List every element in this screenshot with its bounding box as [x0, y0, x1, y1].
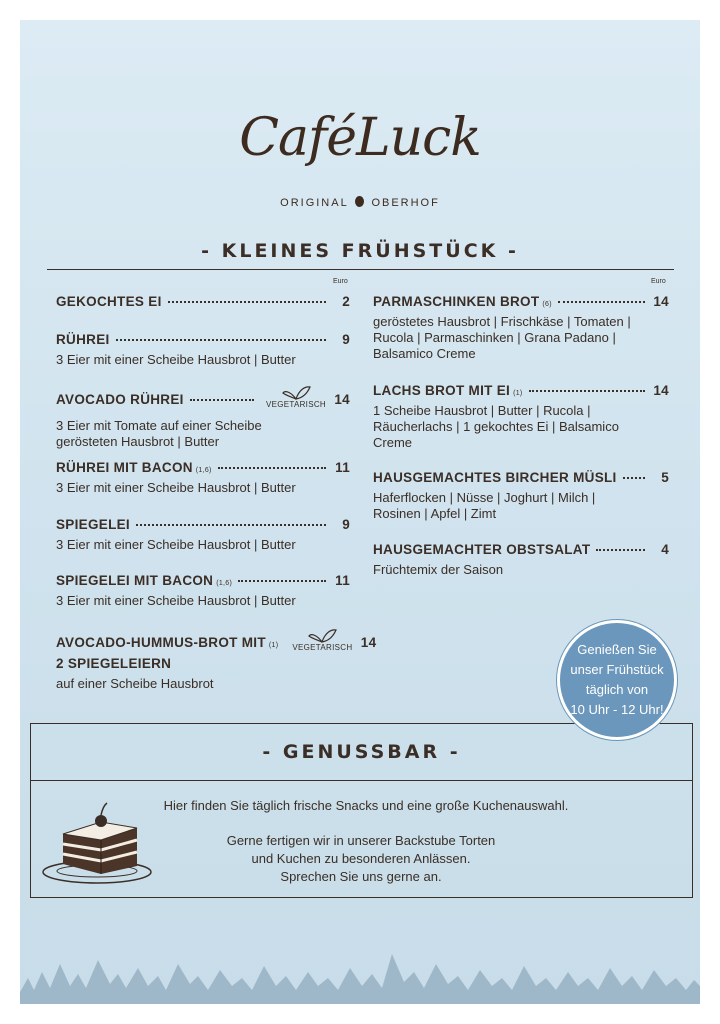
genussbar-text-line: Sprechen Sie uns gerne an. — [280, 869, 442, 884]
item-description: 3 Eier mit einer Scheibe Hausbrot | Butter — [56, 537, 296, 552]
genussbar-title: - GENUSSBAR - — [262, 741, 461, 763]
leader-dots — [529, 390, 645, 392]
leader-dots — [136, 524, 326, 526]
cake-illustration — [41, 794, 157, 886]
item-name: AVOCADO-HUMMUS-BROT MIT — [56, 635, 266, 650]
item-name: GEKOCHTES EI — [56, 294, 162, 309]
cafe-luck-logo: CaféLuck — [239, 108, 481, 168]
tagline-oberhof: OBERHOF — [371, 197, 440, 209]
vegetarian-badge — [292, 627, 352, 652]
leader-dots — [623, 477, 645, 479]
euro-label-left: Euro — [333, 278, 348, 285]
badge-line: 10 Uhr - 12 Uhr! — [570, 702, 664, 717]
item-name: HAUSGEMACHTER OBSTSALAT — [373, 542, 591, 557]
item-description: 3 Eier mit Tomate auf einer Scheibe gerösteten Hausbrot | Butter — [56, 418, 262, 449]
leader-dots — [218, 467, 326, 469]
item-price: 11 — [335, 573, 350, 588]
menu-item-obstsalat — [373, 542, 669, 578]
item-price: 9 — [342, 332, 350, 347]
menu-item-ruehrei — [56, 332, 350, 368]
menu-item-lachs-brot — [373, 383, 669, 451]
euro-label-right: Euro — [651, 278, 666, 285]
logo-tagline — [20, 196, 700, 209]
item-description: geröstetes Hausbrot | Frischkäse | Tomaten | Rucola | Parmaschinken | Grana Padano | Balsamico Creme — [373, 314, 631, 361]
item-price: 14 — [360, 635, 377, 650]
item-price: 14 — [653, 383, 669, 398]
item-price: 2 — [342, 294, 350, 309]
item-price: 4 — [661, 542, 669, 557]
item-name: SPIEGELEI MIT BACON — [56, 573, 214, 588]
genussbar-text-line: und Kuchen zu besonderen Anlässen. — [251, 851, 471, 866]
allergen-note: (1,6) — [216, 580, 233, 587]
allergen-note: (1) — [268, 642, 279, 649]
menu-item-ruehrei-bacon — [56, 460, 350, 496]
item-description: 3 Eier mit einer Scheibe Hausbrot | Butter — [56, 352, 296, 367]
vegetarian-label: VEGETARISCH — [292, 643, 353, 652]
leader-dots — [168, 301, 326, 303]
leaf-icon — [307, 627, 337, 643]
item-description: 3 Eier mit einer Scheibe Hausbrot | Butter — [56, 480, 296, 495]
genussbar-box — [30, 723, 693, 898]
leader-dots — [558, 301, 645, 303]
item-name: HAUSGEMACHTES BIRCHER MÜSLI — [373, 470, 617, 485]
item-price: 11 — [335, 460, 350, 475]
genussbar-text-1: Hier finden Sie täglich frische Snacks und eine große Kuchenauswahl. — [163, 798, 569, 813]
item-description: auf einer Scheibe Hausbrot — [56, 676, 214, 691]
badge-line: Genießen Sie — [577, 642, 657, 657]
vegetarian-badge — [266, 384, 326, 409]
menu-item-parmaschinken-brot — [373, 294, 669, 362]
leader-dots — [238, 580, 326, 582]
item-name: PARMASCHINKEN BROT — [373, 294, 540, 309]
allergen-note: (1) — [513, 390, 523, 397]
section-divider — [47, 269, 674, 270]
item-name: RÜHREI — [56, 332, 110, 347]
item-description: 3 Eier mit einer Scheibe Hausbrot | Butter — [56, 593, 296, 608]
item-price: 9 — [342, 517, 350, 532]
vegetarian-label: VEGETARISCH — [265, 400, 326, 409]
item-price: 14 — [653, 294, 669, 309]
item-description: 1 Scheibe Hausbrot | Butter | Rucola | Räucherlachs | 1 gekochtes Ei | Balsamico Creme — [373, 403, 619, 450]
genussbar-text-line: Gerne fertigen wir in unserer Backstube Torten — [226, 833, 496, 848]
item-name: AVOCADO RÜHREI — [56, 392, 184, 407]
kleines-fruehstueck-title: - KLEINES FRÜHSTÜCK - — [201, 240, 519, 262]
coffee-bean-icon — [355, 196, 364, 207]
badge-line: unser Frühstück — [570, 662, 664, 677]
leader-dots — [190, 399, 254, 401]
allergen-note: (6) — [542, 301, 552, 308]
item-price: 14 — [334, 392, 350, 407]
tagline-original: ORIGINAL — [280, 197, 349, 209]
menu-item-spiegelei-bacon — [56, 573, 350, 609]
menu-page — [20, 20, 700, 1004]
menu-item-gekochtes-ei — [56, 294, 350, 309]
genussbar-text-2 — [191, 832, 531, 886]
menu-item-bircher-muesli — [373, 470, 669, 522]
item-name-line2: 2 SPIEGELEIERN — [56, 656, 172, 671]
allergen-note: (1,6) — [195, 467, 212, 474]
breakfast-hours-badge — [557, 620, 677, 740]
menu-item-avocado-ruehrei — [56, 388, 350, 450]
menu-item-avocado-hummus-brot — [56, 631, 377, 692]
item-name: SPIEGELEI — [56, 517, 130, 532]
leader-dots — [116, 339, 326, 341]
menu-item-spiegelei — [56, 517, 350, 553]
forest-silhouette — [20, 934, 700, 1004]
leaf-icon — [281, 384, 311, 400]
item-description: Früchtemix der Saison — [373, 562, 504, 577]
item-name: RÜHREI MIT BACON — [56, 460, 193, 475]
badge-line: täglich von — [585, 682, 649, 697]
item-description: Haferflocken | Nüsse | Joghurt | Milch | Rosinen | Apfel | Zimt — [373, 490, 596, 521]
item-name: LACHS BROT MIT EI — [373, 383, 511, 398]
item-price: 5 — [661, 470, 669, 485]
leader-dots — [596, 549, 645, 551]
